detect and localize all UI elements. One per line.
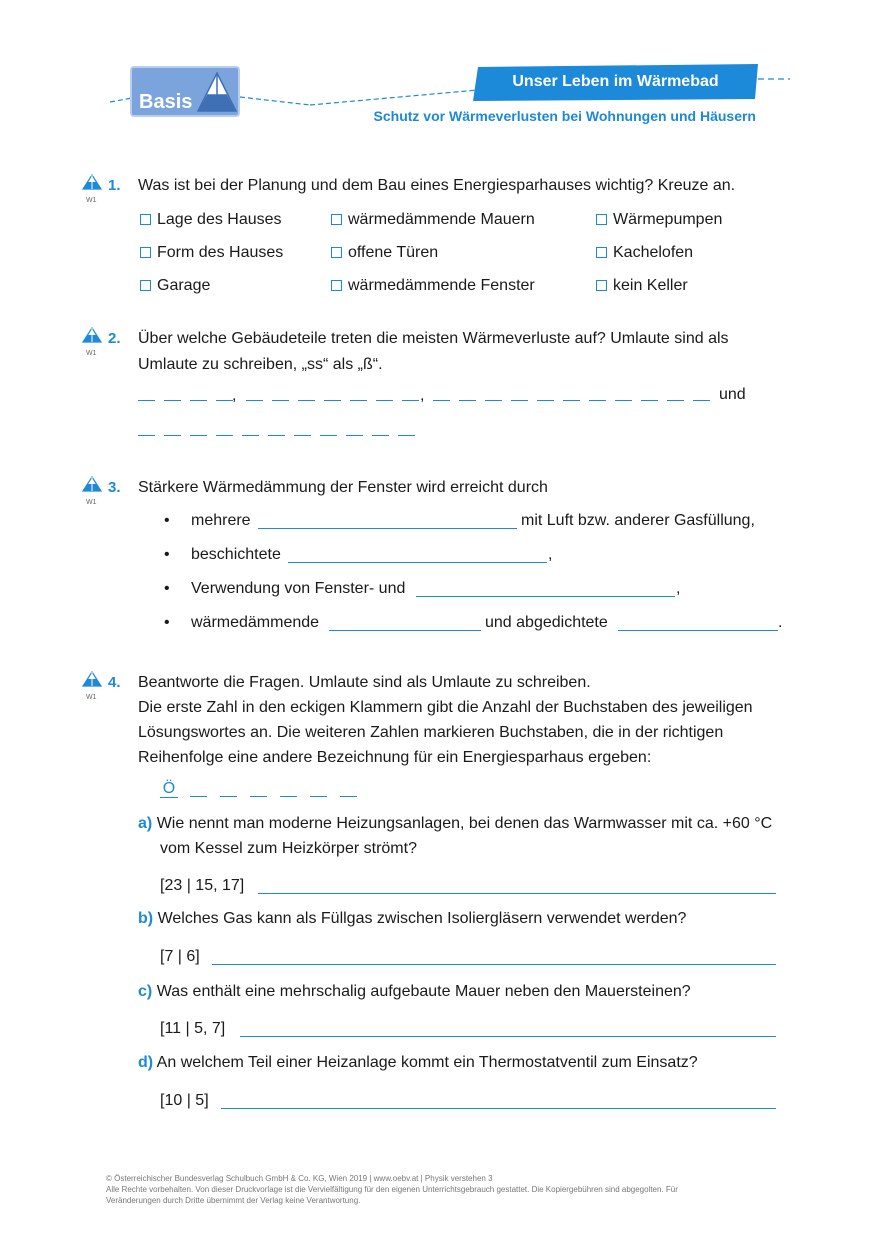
- letter-blank[interactable]: [294, 435, 311, 436]
- checkbox-option[interactable]: Wärmepumpen: [596, 210, 722, 230]
- bullet: •: [164, 546, 170, 563]
- task-intro: Die erste Zahl in den eckigen Klammern gibt die Anzahl der Buchstaben des jeweiligen: [138, 699, 753, 716]
- competence-label: W1: [86, 350, 97, 357]
- page-subtitle: Schutz vor Wärmeverlusten bei Wohnungen und Häusern: [373, 108, 756, 124]
- checkbox-icon[interactable]: [331, 247, 342, 258]
- letter-blank[interactable]: [615, 400, 632, 401]
- letter-blank[interactable]: [164, 400, 181, 401]
- letter-blank[interactable]: [346, 435, 363, 436]
- checkbox-icon[interactable]: [331, 280, 342, 291]
- basis-badge: [130, 66, 240, 117]
- footer-rights: Alle Rechte vorbehalten. Von dieser Druckvorlage ist die Vervielfältigung für den eigenen Unterrichtsgebrauch gestattet. Die Kopiergebühren sind abgegolten. Für: [106, 1185, 678, 1194]
- checkbox-option[interactable]: offene Türen: [331, 243, 438, 263]
- bullet-text: beschichtete: [191, 546, 281, 563]
- letter-blank[interactable]: [485, 400, 502, 401]
- bullet-text: mit Luft bzw. anderer Gasfüllung,: [521, 512, 755, 529]
- letter-blank[interactable]: [242, 435, 259, 436]
- footer-disclaimer: Veränderungen durch Dritte übernimmt der Verlag keine Verantwortung.: [106, 1196, 361, 1205]
- task-number: 4.: [108, 674, 121, 691]
- level-triangle-icon: [196, 71, 238, 113]
- bullet-text: .: [778, 614, 783, 631]
- letter-blank[interactable]: [402, 400, 419, 401]
- letter-code: [7 | 6]: [160, 948, 200, 965]
- footer-copyright: © Österreichischer Bundesverlag Schulbuch GmbH & Co. KG, Wien 2019 | www.oebv.at | Physik verstehen 3: [106, 1174, 493, 1183]
- subquestion-label: c): [138, 983, 153, 1000]
- letter-blank[interactable]: [246, 400, 263, 401]
- answer-line[interactable]: [212, 964, 776, 965]
- answer-line[interactable]: [416, 596, 675, 597]
- subquestion-label: a): [138, 815, 153, 832]
- bullet-text: mehrere: [191, 512, 251, 529]
- letter-blank[interactable]: [537, 400, 554, 401]
- checkbox-icon[interactable]: [140, 247, 151, 258]
- letter-blank[interactable]: [398, 435, 415, 436]
- checkbox-icon[interactable]: [596, 214, 607, 225]
- banner-title: Unser Leben im Wärmebad: [512, 73, 719, 90]
- bullet-text: und abgedichtete: [485, 614, 608, 631]
- checkbox-option[interactable]: Lage des Hauses: [140, 210, 282, 230]
- letter-blank[interactable]: [138, 435, 155, 436]
- letter-blank[interactable]: [138, 400, 155, 401]
- checkbox-option[interactable]: Kachelofen: [596, 243, 693, 263]
- answer-line[interactable]: [288, 562, 547, 563]
- letter-blank[interactable]: [310, 796, 327, 797]
- letter-blank[interactable]: [298, 400, 315, 401]
- letter-blank[interactable]: [459, 400, 476, 401]
- letter-blank[interactable]: [372, 435, 389, 436]
- letter-blank[interactable]: [376, 400, 393, 401]
- letter-blank[interactable]: [693, 400, 710, 401]
- checkbox-icon[interactable]: [331, 214, 342, 225]
- letter-blank[interactable]: [190, 400, 207, 401]
- separator-comma: ,: [420, 387, 425, 404]
- solution-blanks-row[interactable]: [0, 796, 890, 800]
- task-question: Was ist bei der Planung und dem Bau eines Energiesparhauses wichtig? Kreuze an.: [138, 177, 736, 194]
- solution-first-letter: Ö: [162, 780, 176, 797]
- checkbox-option[interactable]: wärmedämmende Mauern: [331, 210, 535, 230]
- answer-line[interactable]: [329, 630, 481, 631]
- subquestion-cont: vom Kessel zum Heizkörper strömt?: [160, 840, 417, 857]
- competence-label: W1: [86, 694, 97, 701]
- letter-blank[interactable]: [220, 796, 237, 797]
- answer-line[interactable]: [258, 893, 776, 894]
- letter-blank[interactable]: [268, 435, 285, 436]
- task-number: 3.: [108, 479, 121, 496]
- competence-label: W1: [86, 197, 97, 204]
- checkbox-icon[interactable]: [596, 247, 607, 258]
- task-intro: Beantworte die Fragen. Umlaute sind als Umlaute zu schreiben.: [138, 674, 591, 691]
- letter-code: [11 | 5, 7]: [160, 1020, 226, 1037]
- letter-blank[interactable]: [340, 796, 357, 797]
- task-number: 2.: [108, 330, 121, 347]
- separator-comma: ,: [232, 387, 237, 404]
- letter-blank[interactable]: [324, 400, 341, 401]
- letter-blank[interactable]: [641, 400, 658, 401]
- letter-code: [10 | 5]: [160, 1092, 209, 1109]
- letter-code: [23 | 15, 17]: [160, 877, 245, 894]
- subquestion-label: d): [138, 1054, 154, 1071]
- subquestion: a) Wie nennt man moderne Heizungsanlagen, bei denen das Warmwasser mit ca. +60 °C: [138, 815, 773, 832]
- letter-blank[interactable]: [216, 435, 233, 436]
- bullet: •: [164, 512, 170, 529]
- bullet-text: ,: [548, 546, 553, 563]
- letter-blank[interactable]: [190, 796, 207, 797]
- bullet: •: [164, 580, 170, 597]
- answer-line[interactable]: [258, 528, 517, 529]
- connector-und: und: [719, 386, 746, 403]
- task-question: Über welche Gebäudeteile treten die meisten Wärmeverluste auf? Umlaute sind als: [138, 330, 729, 347]
- checkbox-option[interactable]: kein Keller: [596, 276, 688, 296]
- letter-blank[interactable]: [589, 400, 606, 401]
- letter-blank[interactable]: [164, 435, 181, 436]
- answer-line[interactable]: [618, 630, 778, 631]
- letter-blank[interactable]: [272, 400, 289, 401]
- bullet-text: wärmedämmende: [191, 614, 320, 631]
- letter-blank[interactable]: [320, 435, 337, 436]
- task-number: 1.: [108, 177, 121, 194]
- bullet-text: ,: [676, 580, 681, 597]
- letter-blank[interactable]: [433, 400, 450, 401]
- checkbox-icon[interactable]: [140, 280, 151, 291]
- letter-blank[interactable]: [216, 400, 233, 401]
- bullet: •: [164, 614, 170, 631]
- checkbox-option[interactable]: Garage: [140, 276, 210, 296]
- bullet-text: Verwendung von Fenster- und: [191, 580, 406, 597]
- checkbox-option[interactable]: Form des Hauses: [140, 243, 283, 263]
- task-intro: Lösungswortes an. Die weiteren Zahlen markieren Buchstaben, die in der richtigen: [138, 724, 724, 741]
- level-triangle-icon: [82, 671, 102, 687]
- subquestion: d) An welchem Teil einer Heizanlage kommt ein Thermostatventil zum Einsatz?: [138, 1054, 698, 1071]
- checkbox-icon[interactable]: [596, 280, 607, 291]
- letter-blank[interactable]: [350, 400, 367, 401]
- letter-blank[interactable]: [667, 400, 684, 401]
- checkbox-icon[interactable]: [140, 214, 151, 225]
- task-question: Stärkere Wärmedämmung der Fenster wird erreicht durch: [138, 479, 548, 496]
- basis-label: Basis: [139, 91, 193, 113]
- letter-blank[interactable]: [563, 400, 580, 401]
- level-triangle-icon: [82, 327, 102, 343]
- subquestion: b) Welches Gas kann als Füllgas zwischen Isoliergläsern verwendet werden?: [138, 910, 687, 927]
- subquestion: c) Was enthält eine mehrschalig aufgebaute Mauer neben den Mauersteinen?: [138, 983, 691, 1000]
- level-triangle-icon: [82, 476, 102, 492]
- letter-blank[interactable]: [511, 400, 528, 401]
- subquestion-label: b): [138, 910, 154, 927]
- letter-blank[interactable]: [280, 796, 297, 797]
- answer-line[interactable]: [221, 1108, 776, 1109]
- letter-blanks-row[interactable]: [0, 400, 890, 404]
- letter-blank[interactable]: [250, 796, 267, 797]
- level-triangle-icon: [82, 174, 102, 190]
- letter-blanks-row[interactable]: [0, 435, 890, 439]
- answer-line[interactable]: [240, 1036, 776, 1037]
- task-intro: Reihenfolge eine andere Bezeichnung für ein Energiesparhaus ergeben:: [138, 749, 652, 766]
- competence-label: W1: [86, 499, 97, 506]
- task-question: Umlaute zu schreiben, „ss“ als „ß“.: [138, 356, 383, 373]
- letter-blank[interactable]: [190, 435, 207, 436]
- checkbox-option[interactable]: wärmedämmende Fenster: [331, 276, 535, 296]
